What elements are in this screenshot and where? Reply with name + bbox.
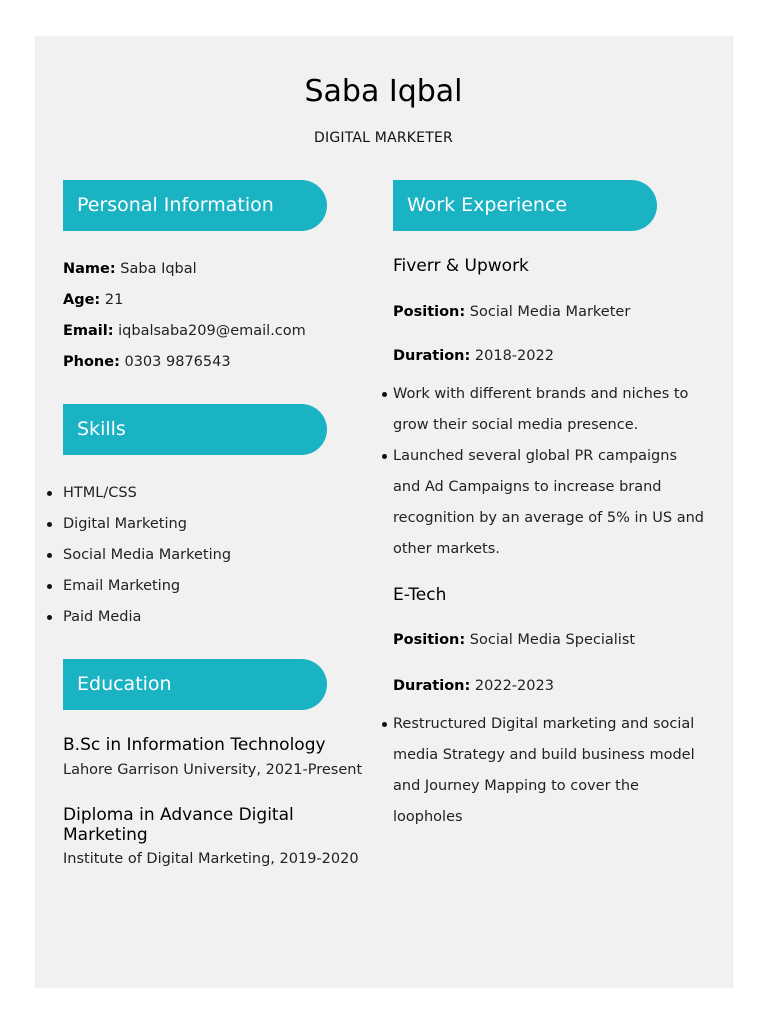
job-bullet: Launched several global PR campaigns and Ad Campaigns to increase brand recognition by an average of 5% in US and other markets. — [365, 441, 705, 565]
education-detail: Lahore Garrison University, 2021-Present — [63, 762, 363, 778]
skill-item: Social Media Marketing — [35, 540, 231, 571]
job-company: Fiverr & Upwork — [393, 256, 529, 276]
info-age — [63, 292, 123, 308]
job-duration — [393, 348, 554, 364]
job-position — [393, 632, 635, 648]
education-detail: Institute of Digital Marketing, 2019-2020 — [63, 851, 359, 867]
info-name-label: Name: — [63, 261, 116, 277]
skill-item: Digital Marketing — [35, 509, 231, 540]
job-duration-label: Duration: — [393, 678, 471, 694]
info-age-label: Age: — [63, 292, 101, 308]
job-position — [393, 304, 630, 320]
skill-item: Paid Media — [35, 602, 231, 633]
skill-item: HTML/CSS — [35, 478, 231, 509]
job-duration-label: Duration: — [393, 348, 471, 364]
job-duration-value: 2022-2023 — [474, 678, 554, 694]
section-heading-skills: Skills — [63, 404, 327, 455]
section-heading-education: Education — [63, 659, 327, 710]
education-degree: Diploma in Advance Digital Marketing — [63, 805, 294, 845]
info-email — [63, 323, 306, 339]
section-heading-work-experience: Work Experience — [393, 180, 657, 231]
job-duration — [393, 678, 554, 694]
info-phone — [63, 354, 231, 370]
job-bullet: Work with different brands and niches to grow their social media presence. — [365, 379, 705, 441]
info-email-label: Email: — [63, 323, 114, 339]
info-age-value: 21 — [104, 292, 124, 308]
info-phone-value: 0303 9876543 — [124, 354, 231, 370]
job-responsibilities — [365, 709, 705, 833]
job-bullet: Restructured Digital marketing and social media Strategy and build business model and Journey Mapping to cover the loopholes — [365, 709, 705, 833]
job-position-label: Position: — [393, 632, 466, 648]
skills-list — [35, 478, 231, 633]
info-name-value: Saba Iqbal — [120, 261, 197, 277]
info-phone-label: Phone: — [63, 354, 120, 370]
job-position-label: Position: — [393, 304, 466, 320]
job-position-value: Social Media Specialist — [469, 632, 636, 648]
job-company: E-Tech — [393, 585, 447, 605]
job-duration-value: 2018-2022 — [474, 348, 554, 364]
resume-job-title: DIGITAL MARKETER — [314, 130, 453, 146]
resume-name: Saba Iqbal — [304, 74, 463, 109]
resume-page — [35, 36, 733, 988]
job-responsibilities — [365, 379, 705, 565]
info-name — [63, 261, 197, 277]
job-position-value: Social Media Marketer — [469, 304, 631, 320]
section-heading-personal-information: Personal Information — [63, 180, 327, 231]
skill-item: Email Marketing — [35, 571, 231, 602]
info-email-value: iqbalsaba209@email.com — [118, 323, 306, 339]
education-degree: B.Sc in Information Technology — [63, 735, 326, 755]
